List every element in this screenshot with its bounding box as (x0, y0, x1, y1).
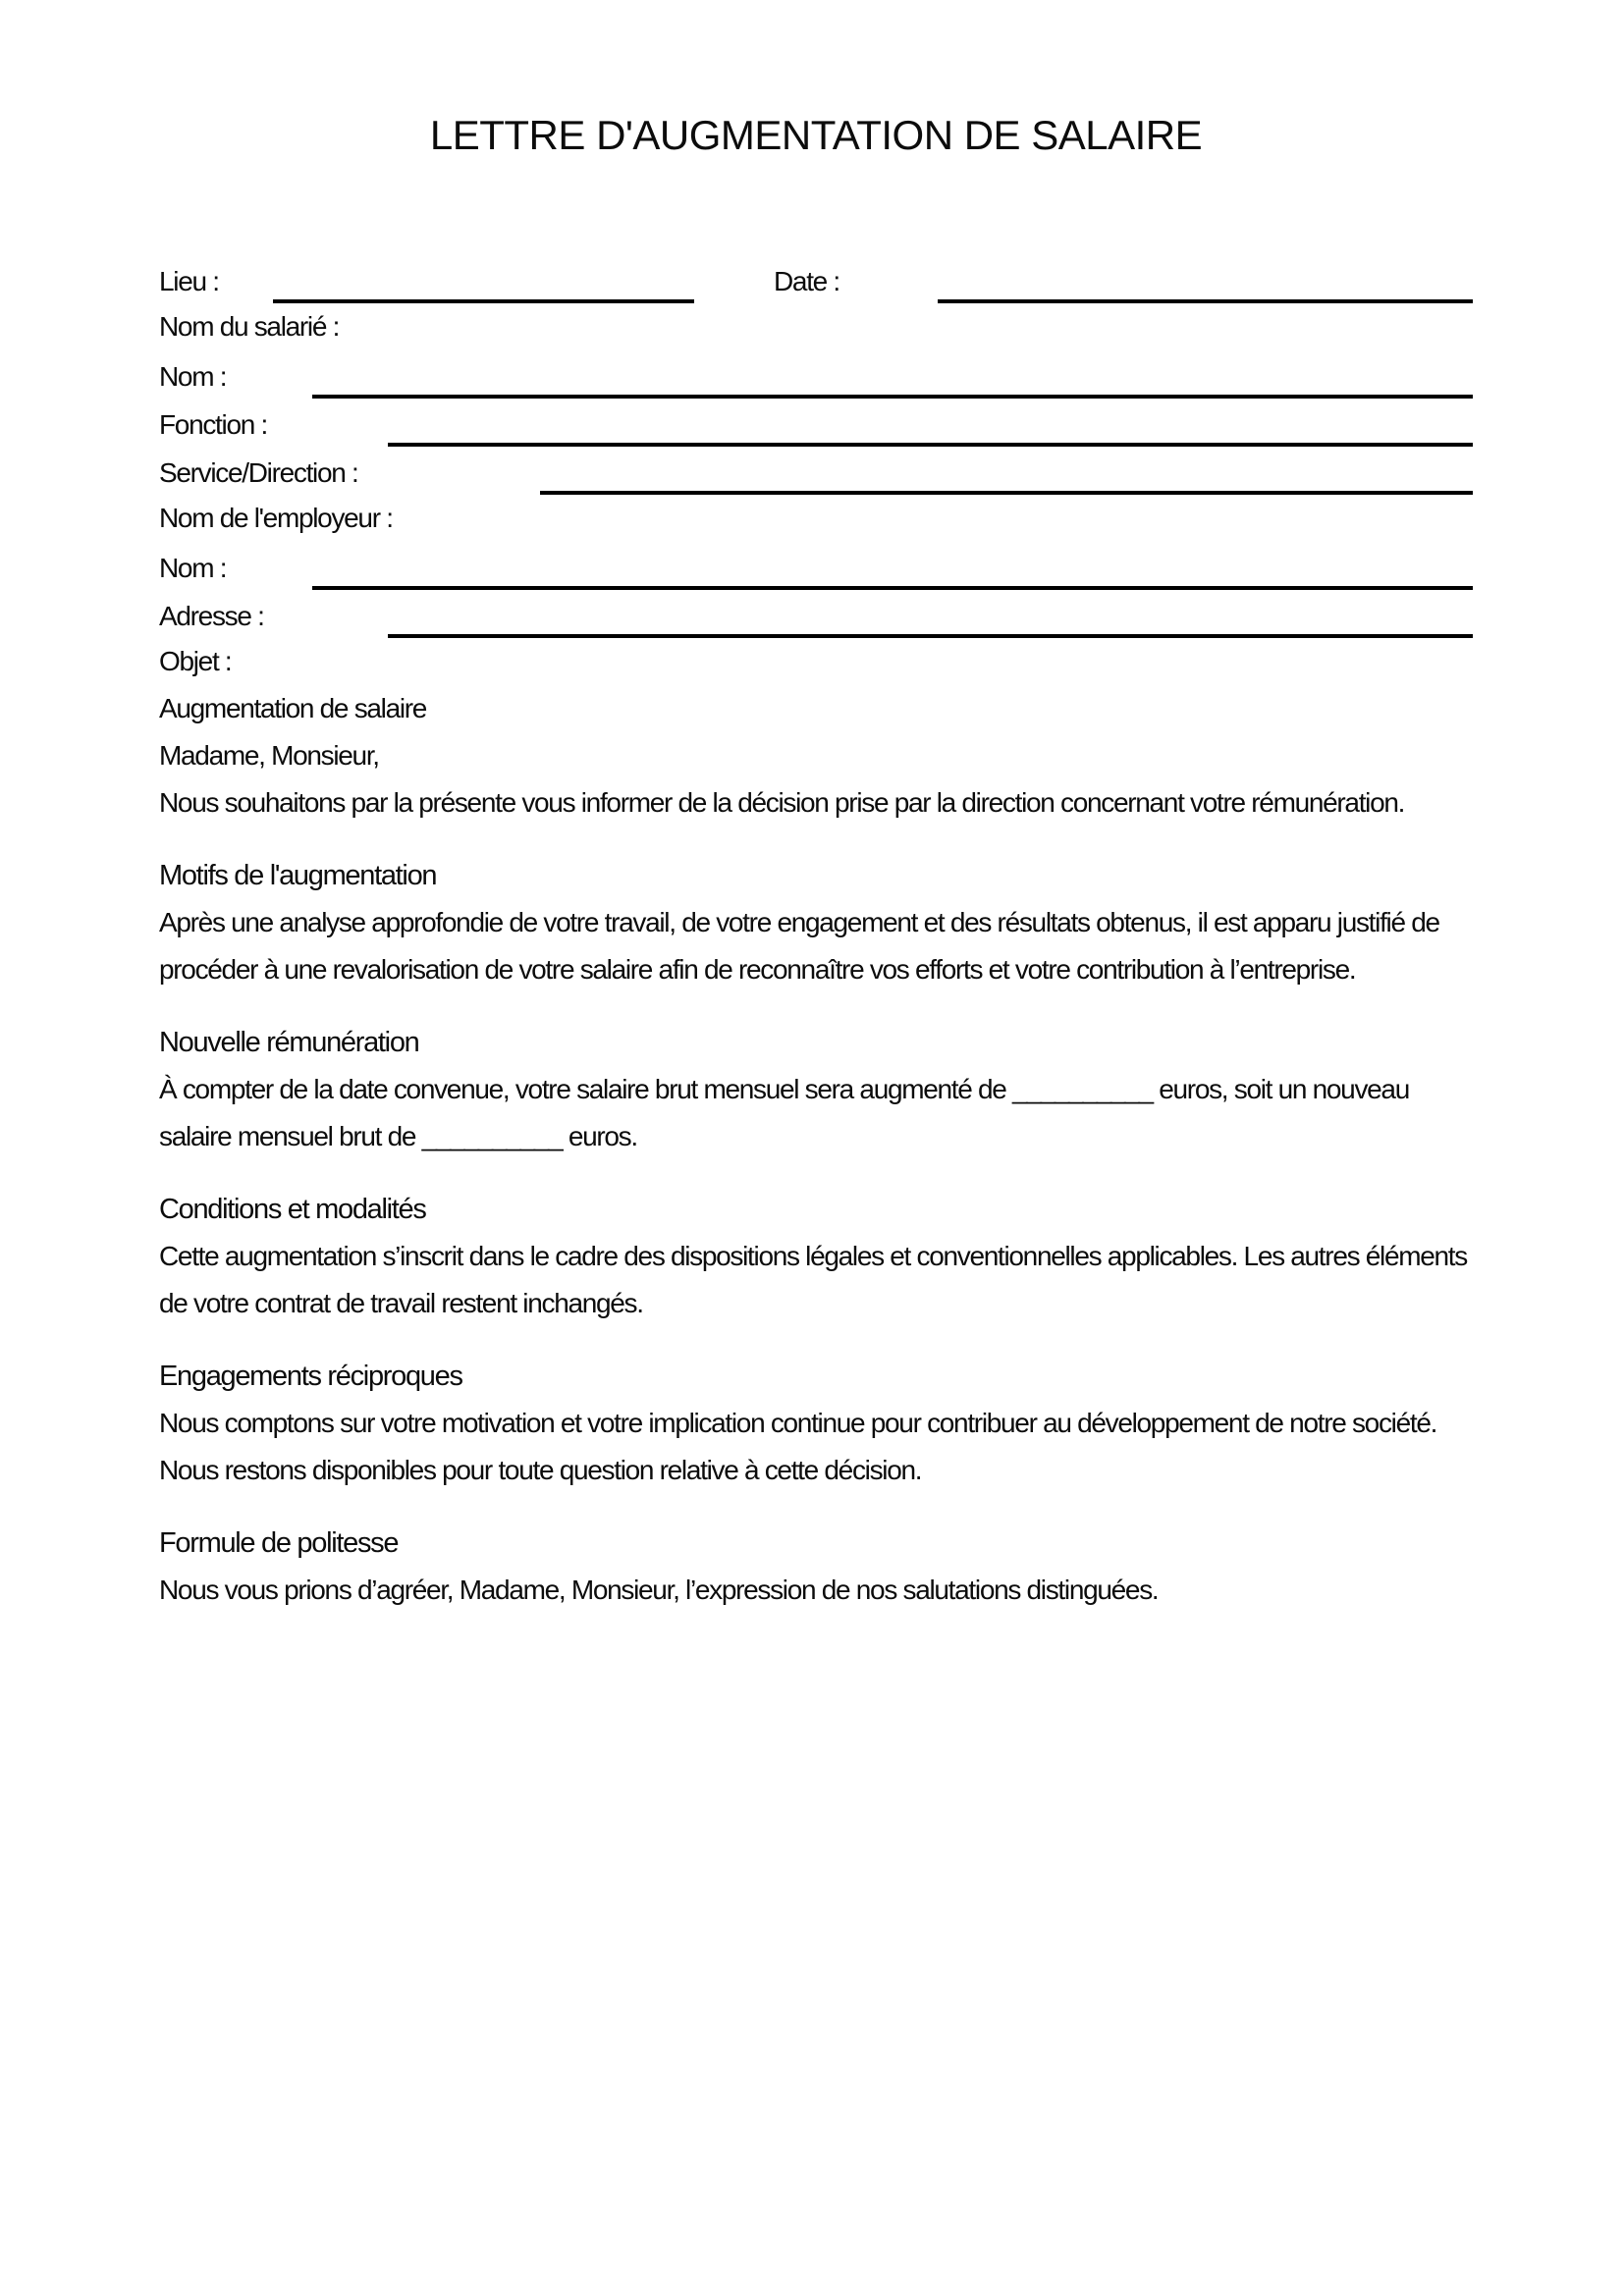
service-direction-field-line (540, 481, 1473, 495)
section-text-motifs: Après une analyse approfondie de votre travail, de votre engagement et des résultats obtenus, il est apparu justifié de procéder à une revalorisation de votre salaire afin de reconnaître vos efforts et votre contribution à l’entreprise. (159, 907, 1439, 985)
employer-nom-row (159, 542, 1473, 590)
date-field-line (938, 290, 1473, 303)
page-title: LETTRE D'AUGMENTATION DE SALAIRE (429, 112, 1203, 158)
objet-label: Objet : (159, 646, 232, 676)
adresse-row (159, 590, 1473, 638)
intro-paragraph: Nous souhaitons par la présente vous informer de la décision prise par la direction concernant votre rémunération. (159, 787, 1405, 818)
service-direction-label: Service/Direction : (159, 457, 358, 488)
section-heading-engagements: Engagements réciproques (159, 1361, 462, 1392)
employee-section-label: Nom du salarié : (159, 311, 340, 342)
fonction-field-line (388, 433, 1473, 447)
section-heading-formule-politesse: Formule de politesse (159, 1527, 399, 1559)
adresse-field-line (388, 624, 1473, 638)
adresse-label: Adresse : (159, 601, 264, 631)
lieu-field-line (273, 290, 694, 303)
employer-section-label: Nom de l'employeur : (159, 503, 393, 533)
employee-nom-label: Nom : (159, 361, 227, 392)
section-heading-conditions: Conditions et modalités (159, 1194, 426, 1225)
employee-nom-field-line (312, 385, 1473, 399)
fonction-label: Fonction : (159, 409, 267, 440)
section-text-conditions: Cette augmentation s’inscrit dans le cadre des dispositions légales et conventionnelles applicables. Les autres éléments de votre contrat de travail restent inchangés. (159, 1241, 1467, 1318)
fonction-row (159, 399, 1473, 447)
lieu-date-row (159, 255, 1473, 303)
salutation: Madame, Monsieur, (159, 740, 379, 771)
service-row (159, 447, 1473, 495)
section-text-nouvelle-remuneration: À compter de la date convenue, votre salaire brut mensuel sera augmenté de __________ euros, soit un nouveau salaire mensuel brut de __________ euros. (159, 1074, 1409, 1151)
section-text-engagements: Nous comptons sur votre motivation et votre implication continue pour contribuer au développement de notre société. Nous restons disponibles pour toute question relative à cette décision. (159, 1408, 1437, 1485)
lieu-label: Lieu : (159, 266, 219, 296)
objet-value: Augmentation de salaire (159, 693, 427, 723)
section-heading-nouvelle-remuneration: Nouvelle rémunération (159, 1027, 419, 1058)
section-heading-motifs: Motifs de l'augmentation (159, 860, 437, 891)
date-label: Date : (774, 266, 839, 296)
employer-nom-label: Nom : (159, 553, 227, 583)
employer-nom-field-line (312, 576, 1473, 590)
employee-nom-row (159, 350, 1473, 399)
section-text-formule-politesse: Nous vous prions d’agréer, Madame, Monsieur, l’expression de nos salutations distinguées. (159, 1575, 1159, 1605)
